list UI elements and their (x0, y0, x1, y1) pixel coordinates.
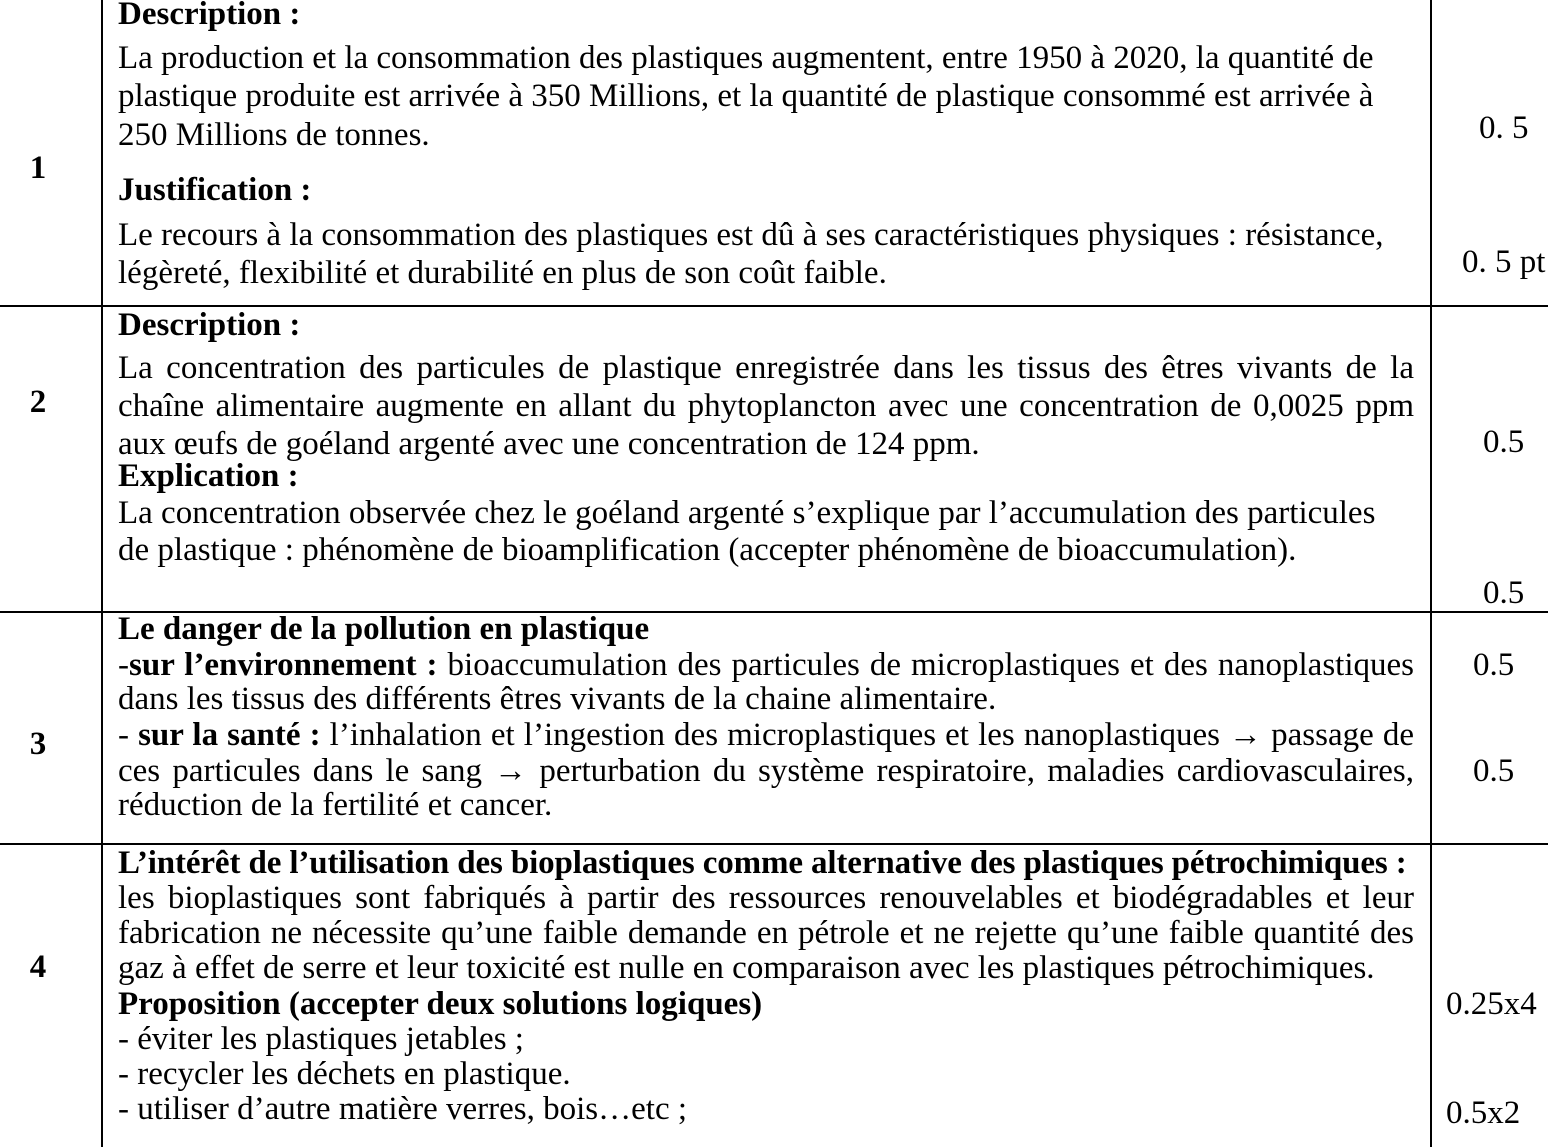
question-number: 1 (29, 150, 47, 186)
answer-text-line: réduction de la fertilité et cancer. (118, 787, 553, 823)
section-heading-justification: Justification : (118, 172, 312, 208)
label-environment: sur l’environnement : (129, 647, 438, 683)
points-value: 0. 5 pt (1462, 244, 1546, 280)
list-item: - utiliser d’autre matière verres, bois…etc ; (118, 1091, 688, 1127)
answer-text-line: légèreté, flexibilité et durabilité en plus de son coût faible. (118, 255, 887, 291)
answer-text-line: Le recours à la consommation des plastiques est dû à ses caractéristiques physiques : résistance, (118, 217, 1384, 253)
section-heading-proposition: Proposition (accepter deux solutions logiques) (118, 986, 763, 1022)
points-value: 0. 5 (1479, 110, 1529, 146)
answer-text-line (118, 647, 1414, 684)
question-number: 2 (29, 384, 47, 420)
answer-text: bioaccumulation des particules de microplastiques et des nanoplastiques (437, 647, 1414, 683)
answer-text-line: La concentration des particules de plastique enregistrée dans les tissus des êtres vivants de la (118, 350, 1414, 386)
list-item: - éviter les plastiques jetables ; (118, 1021, 524, 1057)
table-row-1 (0, 0, 1548, 305)
points-value: 0.5 (1483, 424, 1525, 460)
section-heading-danger: Le danger de la pollution en plastique (118, 611, 650, 647)
table-row-4 (0, 844, 1548, 1147)
answer-text-line: La production et la consommation des plastiques augmentent, entre 1950 à 2020, la quantité de (118, 40, 1374, 76)
points-value: 0.5 (1473, 753, 1515, 789)
answer-text-line: de plastique : phénomène de bioamplification (accepter phénomène de bioaccumulation). (118, 532, 1297, 568)
answer-text-line: les bioplastiques sont fabriqués à partir des ressources renouvelables et biodégradables et leur (118, 880, 1414, 916)
section-heading-bioplastics: L’intérêt de l’utilisation des bioplastiques comme alternative des plastiques pétrochimiques : (118, 845, 1407, 881)
section-heading-explication: Explication : (118, 458, 299, 494)
answer-text-line: chaîne alimentaire augmente en allant du phytoplancton avec une concentration de 0,0025 ppm (118, 388, 1414, 424)
answer-text-line: fabrication ne nécessite qu’une faible demande en pétrole et ne rejette qu’une faible quantité des (118, 915, 1414, 951)
list-item: - recycler les déchets en plastique. (118, 1056, 571, 1092)
question-number: 4 (29, 949, 47, 985)
question-number: 3 (29, 726, 47, 762)
label-health: sur la santé : (138, 717, 321, 753)
points-value: 0.5 (1473, 647, 1515, 683)
table-row-3 (0, 612, 1548, 844)
answer-text-line: gaz à effet de serre et leur toxicité est nulle en comparaison avec les plastiques pétrochimiques. (118, 950, 1375, 986)
answer-text-line (118, 717, 1414, 754)
answer-text-line: plastique produite est arrivée à 350 Millions, et la quantité de plastique consommé est arrivée à (118, 78, 1374, 114)
points-value: 0.5 (1483, 575, 1525, 611)
answer-text-line: aux œufs de goéland argenté avec une concentration de 124 ppm. (118, 426, 980, 462)
answer-text: l’inhalation et l’ingestion des microplastiques et les nanoplastiques → passage de (320, 717, 1414, 753)
points-value: 0.5x2 (1446, 1095, 1521, 1131)
section-heading-description: Description : (118, 307, 301, 343)
bullet-dash: - (118, 647, 129, 683)
answer-text-line: dans les tissus des différents êtres vivants de la chaine alimentaire. (118, 681, 997, 717)
answer-text-line: 250 Millions de tonnes. (118, 117, 430, 153)
section-heading-description: Description : (118, 0, 301, 32)
answer-text-line: La concentration observée chez le goéland argenté s’explique par l’accumulation des particules (118, 495, 1376, 531)
bullet-dash: - (118, 717, 139, 753)
answer-text-line: ces particules dans le sang → perturbation du système respiratoire, maladies cardiovasculaires, (118, 753, 1414, 789)
table-row-2 (0, 306, 1548, 612)
points-value: 0.25x4 (1446, 986, 1537, 1022)
